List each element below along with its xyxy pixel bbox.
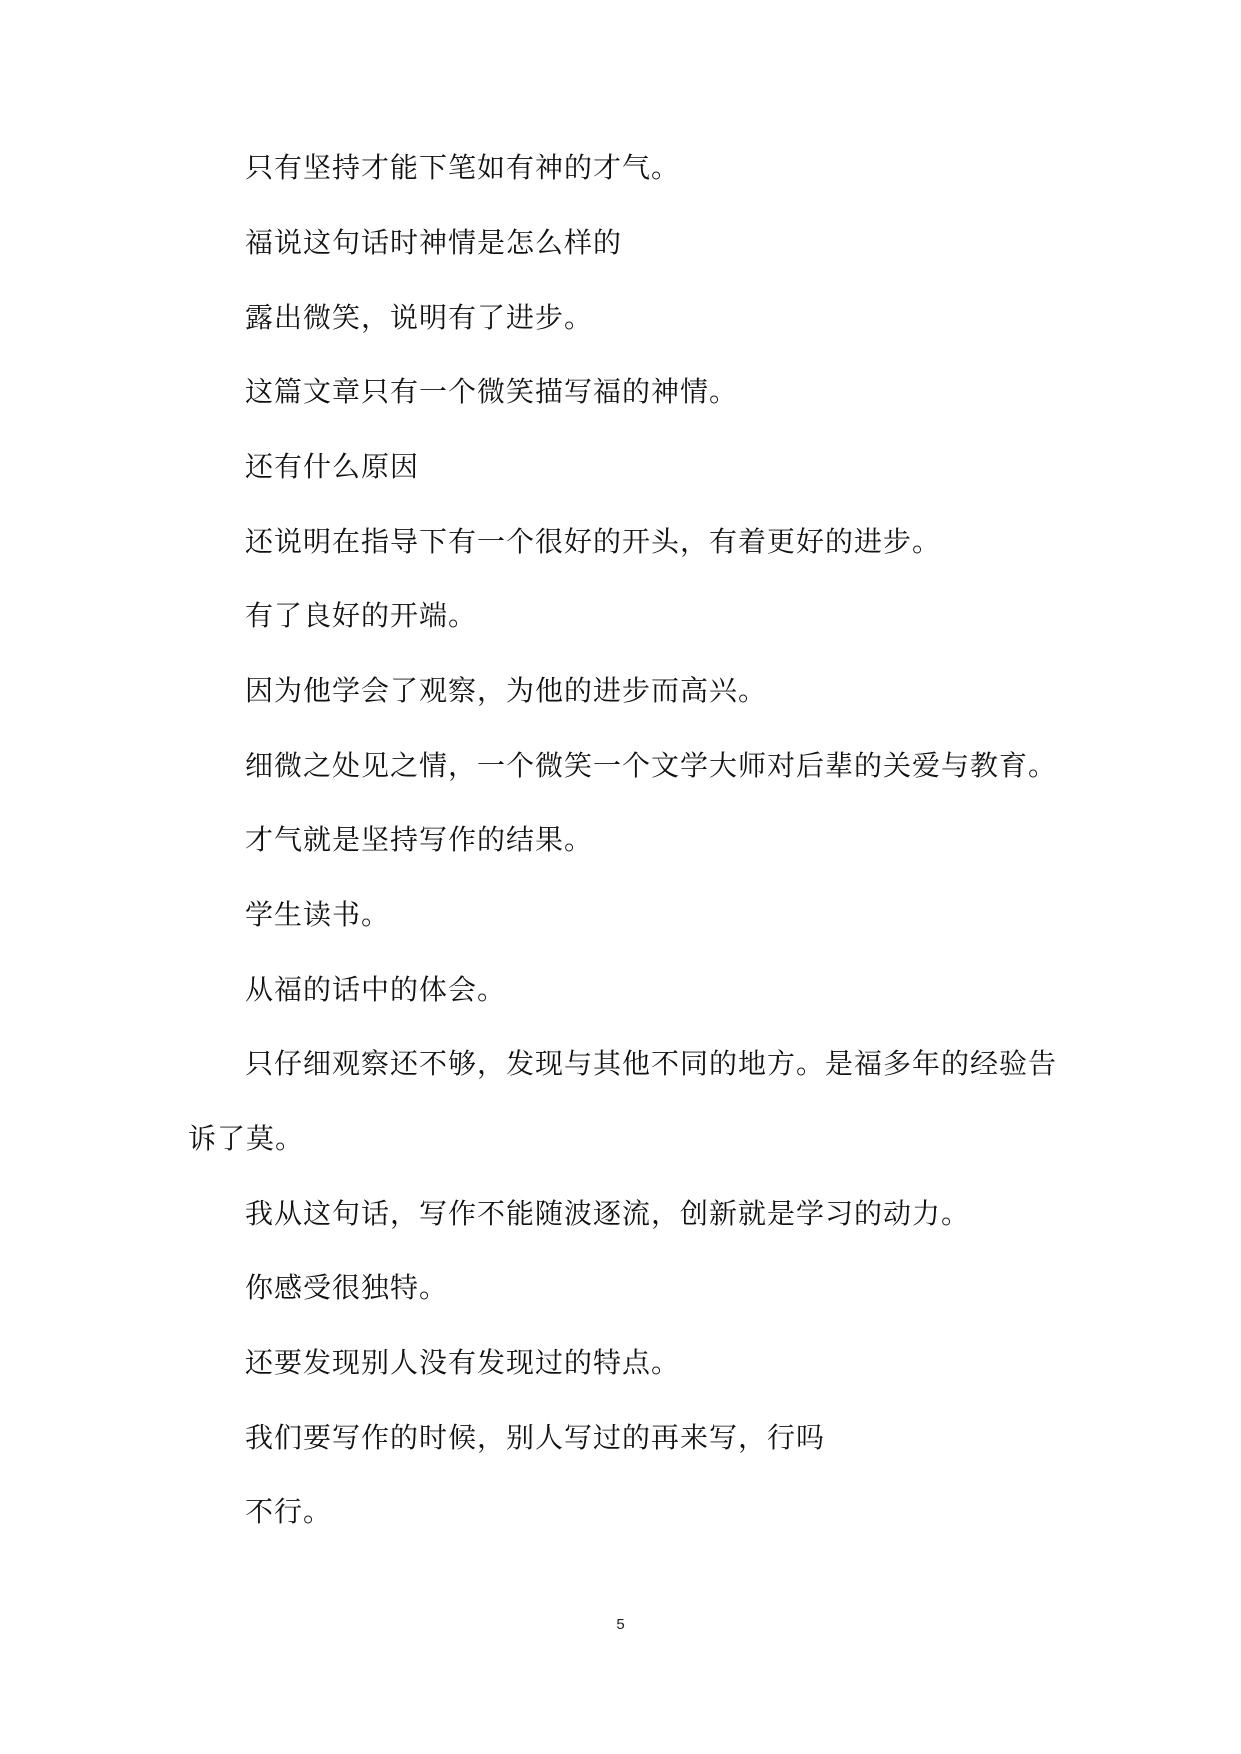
paragraph: 只有坚持才能下笔如有神的才气。	[245, 151, 681, 184]
paragraph-continuation: 诉了莫。	[188, 1122, 305, 1155]
paragraph: 从福的话中的体会。	[245, 973, 507, 1006]
paragraph: 还要发现别人没有发现过的特点。	[245, 1346, 681, 1379]
paragraph: 细微之处见之情，一个微笑一个文学大师对后辈的关爱与教育。	[245, 749, 1058, 782]
paragraph: 还说明在指导下有一个很好的开头，有着更好的进步。	[245, 525, 942, 558]
paragraph: 露出微笑，说明有了进步。	[245, 301, 594, 334]
paragraph: 因为他学会了观察，为他的进步而高兴。	[245, 674, 768, 707]
paragraph: 你感受很独特。	[245, 1271, 449, 1304]
paragraph: 还有什么原因	[245, 450, 420, 483]
paragraph: 福说这句话时神情是怎么样的	[245, 226, 623, 259]
paragraph: 这篇文章只有一个微笑描写福的神情。	[245, 375, 739, 408]
paragraph: 不行。	[245, 1495, 333, 1528]
page-number: 5	[616, 1616, 625, 1633]
paragraph: 学生读书。	[245, 898, 391, 931]
paragraph: 有了良好的开端。	[245, 599, 478, 632]
paragraph: 只仔细观察还不够，发现与其他不同的地方。是福多年的经验告	[245, 1047, 1058, 1080]
paragraph: 我从这句话，写作不能随波逐流，创新就是学习的动力。	[245, 1197, 971, 1230]
paragraph: 才气就是坚持写作的结果。	[245, 823, 594, 856]
paragraph: 我们要写作的时候，别人写过的再来写，行吗	[245, 1421, 826, 1454]
